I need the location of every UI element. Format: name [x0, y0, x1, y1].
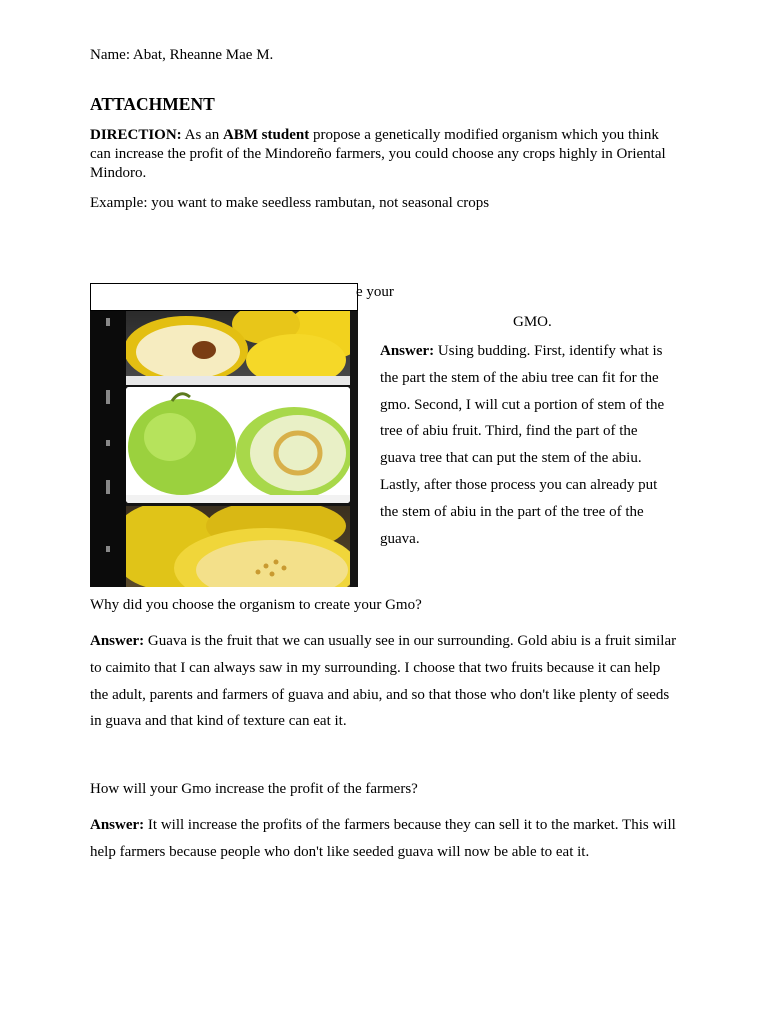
question-1-fragment: e your: [356, 284, 394, 300]
abiu-fruit-photo: [126, 310, 350, 385]
question-3: How will your Gmo increase the profit of the farmers?: [90, 781, 418, 797]
photo-side-strip: [90, 310, 126, 587]
abm-student-emphasis: ABM student: [222, 127, 310, 143]
answer-2: [90, 628, 682, 735]
student-name: Name: Abat, Rheanne Mae M.: [90, 47, 274, 63]
attachment-heading: ATTACHMENT: [90, 94, 215, 114]
direction-text-1: As an: [181, 127, 223, 143]
answer-1-text: Using budding. First, identify what is the part the stem of the abiu tree can fit for the gmo. Second, I will cut a portion of stem of the tree of abiu fruit. Third, find the part of the guava tree that can put the stem of the abiu. Lastly, after those process you can already put the stem of abiu in the part of the tree of the guava.: [380, 343, 665, 547]
abiu-fruit-graphic: [126, 310, 350, 385]
direction-paragraph: [90, 126, 680, 183]
guava-fruit-graphic: [126, 387, 350, 503]
answer-3-label: Answer:: [90, 817, 145, 833]
guava-fruit-photo: [126, 387, 350, 503]
answer-2-label: Answer:: [90, 633, 145, 649]
question-2: Why did you choose the organism to create your Gmo?: [90, 597, 422, 613]
answer-1: [380, 338, 672, 552]
gmo-fruit-graphic: [126, 506, 350, 587]
gmo-fruit-photo: [126, 506, 350, 587]
answer-3-text: It will increase the profits of the farmers because they can sell it to the market. This will help farmers because people who don't like seeded guava will now be able to eat it.: [90, 817, 676, 860]
fruit-image-collage: [90, 283, 358, 587]
answer-1-label: Answer:: [380, 343, 435, 359]
fruit-photo: [90, 310, 358, 587]
image-caption-box: [90, 283, 358, 311]
direction-text-2: propose a genetically modified organism which you think can increase the profit of the Mindoreño farmers, you could choose any crops highly in Oriental Mindoro.: [90, 127, 666, 181]
gmo-line: GMO.: [513, 314, 552, 330]
example-line: Example: you want to make seedless rambutan, not seasonal crops: [90, 195, 490, 211]
answer-3: [90, 812, 682, 866]
direction-label: DIRECTION:: [90, 127, 182, 143]
answer-2-text: Guava is the fruit that we can usually see in our surrounding. Gold abiu is a fruit similar to caimito that I can always saw in my surrounding. I choose that two fruits because it can help the adult, parents and farmers of guava and abiu, and so that those who don't like plenty of seeds in guava and that kind of texture can eat it.: [90, 633, 677, 730]
